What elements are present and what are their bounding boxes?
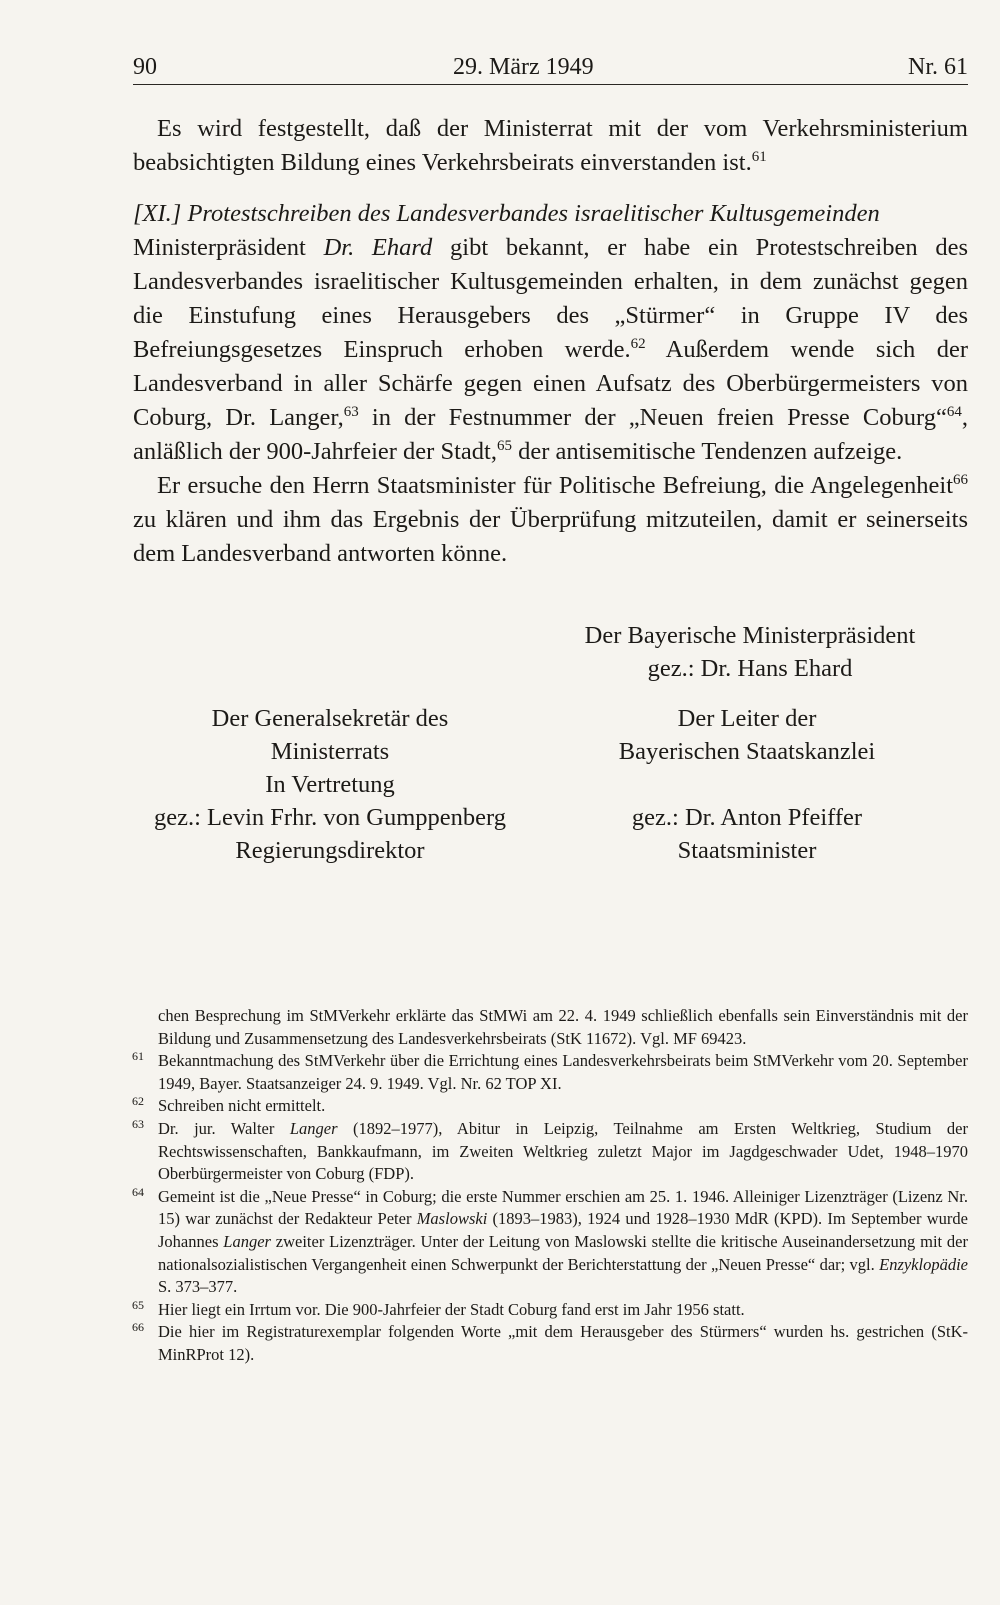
- footnote-ref-65: 65: [496, 438, 512, 454]
- footnote-number: 66: [132, 1320, 144, 1335]
- footnote-number: 62: [132, 1094, 144, 1109]
- signature-generalsekretaer: Der Generalsekretär des Ministerrats In Vertretung gez.: Levin Frhr. von Gumppenberg Regierungsdirektor: [153, 705, 506, 864]
- paragraph-resolution: Es wird festgestellt, daß der Ministerrat mit der vom Verkehrsministerium beabsichtigten Bildung eines Verkehrsbeirats einverstanden ist.$^{61}$: [133, 115, 968, 176]
- footnote-61: 61 Bekanntmachung des StMVerkehr über die Errichtung eines Landesverkehrsbeirats beim StMVerkehr vom 20. September 1949, Bayer. Staatsanzeiger 24. 9. 1949. Vgl. Nr. 62 TOP XI.: [132, 1050, 968, 1095]
- signature-staatskanzlei: Der Leiter der Bayerischen Staatskanzlei gez.: Dr. Anton Pfeiffer Staatsminister: [618, 705, 876, 864]
- paragraph-request: Er ersuche den Herrn Staatsminister für Politische Befreiung, die Angelegenheit$^{66}$ zu klären und ihm das Ergebnis der Überprüfung mitzuteilen, damit er seinerseits dem Landesverband antworten könne.: [133, 472, 968, 567]
- footnote-65: 65 Hier liegt ein Irrtum vor. Die 900-Jahrfeier der Stadt Coburg fand erst im Jahr 1956 statt.: [132, 1299, 968, 1322]
- main-text: [133, 112, 968, 571]
- person-name: Dr. Ehard: [323, 234, 433, 261]
- footnotes: [132, 1005, 968, 1367]
- footnote-ref-61: 61: [751, 149, 767, 165]
- footnote-continuation: chen Besprechung im StMVerkehr erklärte das StMWi am 22. 4. 1949 schließlich ebenfalls sein Einverständnis mit der Bildung und Zusammensetzung des Landesverkehrsbeirats (StK 11672). Vgl. MF 69423.: [158, 1006, 968, 1048]
- footnote-number: 65: [132, 1297, 144, 1312]
- paragraph-protest: Ministerpräsident Dr. Ehard gibt bekannt, er habe ein Protestschreiben des Landesverbandes israelitischer Kultusgemeinden erhalten, in dem zunächst gegen die Einstufung eines Herausgebers des „Stürmer“ in Gruppe IV des Befreiungsgesetzes Einspruch erhoben werde.$^{62}$ Außerdem wende sich der Landesverband in aller Schärfe gegen einen Aufsatz des Oberbürgermeisters von Coburg, Dr. Langer,$^{63}$ in der Festnummer der „Neuen freien Presse Coburg“$^{64}$, anläßlich der 900-Jahrfeier der Stadt,$^{65}$ der antisemitische Tendenzen aufzeige.: [133, 234, 969, 465]
- section-title: [XI.] Protestschreiben des Landesverbandes israelitischer Kultusgemeinden: [133, 200, 880, 227]
- document-number: Nr. 61: [908, 54, 968, 80]
- footnote-ref-66: 66: [953, 472, 968, 488]
- footnote-ref-63: 63: [343, 404, 359, 420]
- footnote-63: 63 Dr. jur. Walter Langer (1892–1977), Abitur in Leipzig, Teilnahme am Ersten Weltkrieg, Studium der Rechtswissenschaften, Bankkaufmann, im Zweiten Weltkrieg zuletzt Major im Jagdgeschwader Udet, 1948–1970 Oberbürgermeister von Coburg (FDP).: [132, 1118, 968, 1186]
- footnote-number: 64: [132, 1184, 144, 1199]
- footnote-62: 62 Schreiben nicht ermittelt.: [132, 1095, 968, 1118]
- footnote-64: 64 Gemeint ist die „Neue Presse“ in Coburg; die erste Nummer erschien am 25. 1. 1946. Alleiniger Lizenzträger (Lizenz Nr. 15) war zunächst der Redakteur Peter Maslowski (1893–1983), 1924 und 1928–1930 MdR (KPD). Im September wurde Johannes Langer zweiter Lizenzträger. Unter der Leitung von Maslowski stellte die kritische Auseinandersetzung mit der nationalsozialistischen Vergangenheit einen Schwerpunkt der Berichterstattung der „Neuen Presse“ dar; vgl. Enzyklopädie S. 373–377.: [132, 1186, 968, 1299]
- footnote-ref-64: 64: [946, 404, 962, 420]
- running-header: [133, 50, 968, 85]
- footnote-number: 61: [132, 1049, 144, 1064]
- footnote-66: 66 Die hier im Registraturexemplar folgenden Worte „mit dem Herausgeber des Stürmers“ wurden hs. gestrichen (StK-MinRProt 12).: [132, 1321, 968, 1366]
- header-date: 29. März 1949: [453, 54, 594, 80]
- footnote-ref-62: 62: [630, 336, 646, 352]
- footnote-number: 63: [132, 1116, 144, 1131]
- signature-ministerpraesident: Der Bayerische Ministerpräsident gez.: Dr. Hans Ehard: [584, 622, 916, 682]
- page-number: 90: [133, 54, 157, 80]
